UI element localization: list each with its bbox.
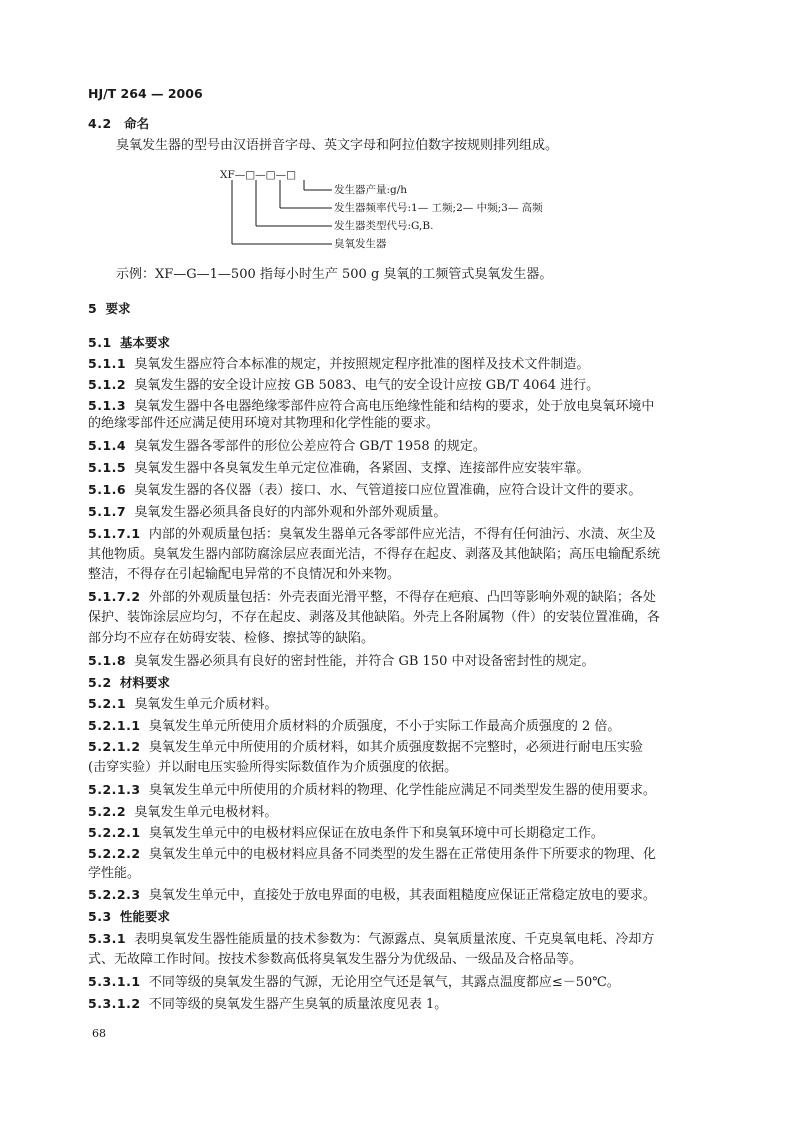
section-title: 命名 xyxy=(124,116,150,131)
clause-number: 5.2.1.2 xyxy=(88,739,141,754)
clause-text: 臭氧发生单元中所使用的介质材料，如其介质强度数据不完整时，必须进行耐电压实验 xyxy=(148,740,643,755)
clause-number: 5.2.2.2 xyxy=(88,846,141,861)
clause-line xyxy=(88,995,447,1014)
clause-text: 式、无故障工作时间。按技术参数高低将臭氧发生器分为优级品、一级品及合格品等。 xyxy=(88,952,583,967)
clause-text: 臭氧发生器中各臭氧发生单元定位准确，各紧固、支撑、连接部件应安装牢靠。 xyxy=(134,461,590,476)
clause-number: 5.3.1 xyxy=(88,931,127,946)
naming-intro: 臭氧发生器的型号由汉语拼音字母、英文字母和阿拉伯数字按规则排列组成。 xyxy=(116,138,559,153)
clause-text: 内部的外观质量包括：臭氧发生器单元各零部件应光洁，不得有任何油污、水渍、灰尘及 xyxy=(148,527,656,542)
clause-text: 臭氧发生单元中所使用的介质材料的物理、化学性能应满足不同类型发生器的使用要求。 xyxy=(148,783,656,798)
clause-line xyxy=(88,865,140,883)
clause-line xyxy=(88,459,589,478)
naming-example: 示例：XF—G—1—500 指每小时生产 500 g 臭氧的工频管式臭氧发生器。 xyxy=(116,267,553,282)
clause-number: 5.1.7.1 xyxy=(88,526,141,541)
clause-line xyxy=(88,930,654,949)
document-header: HJ/T 264 — 2006 xyxy=(88,86,203,101)
clause-text: 整洁，不得存在引起输配电异常的不良情况和外来物。 xyxy=(88,567,401,582)
clause-line xyxy=(88,397,654,416)
clause-line xyxy=(88,355,589,374)
section-heading xyxy=(88,300,130,319)
clause-number: 5.1.6 xyxy=(88,482,127,497)
clause-number: 5.1 xyxy=(88,335,112,350)
clause-line xyxy=(88,803,277,822)
clause-text: 不同等级的臭氧发生器的气源，无论用空气还是氧气，其露点温度都应≤－50℃。 xyxy=(148,975,620,990)
clause-number: 5.2.1.3 xyxy=(88,782,141,797)
clause-text: 保护、装饰涂层应均匀，不存在起皮、剥落及其他缺陷。外壳上各附属物（件）的安装位置准确，各 xyxy=(88,610,661,625)
clause-text: 学性能。 xyxy=(88,866,141,881)
label-frequency: 发生器频率代号:1— 工频;2— 中频;3— 高频 xyxy=(334,202,543,214)
clause-line xyxy=(88,951,582,969)
section-title: 基本要求 xyxy=(119,335,170,350)
clause-line xyxy=(88,415,439,433)
section-number: 4.2 xyxy=(88,116,112,131)
clause-number: 5.1.8 xyxy=(88,653,127,668)
clause-line xyxy=(88,824,604,843)
clause-number: 5.1.2 xyxy=(88,377,127,392)
clause-text: 臭氧发生单元中的电极材料应具备不同类型的发生器在正常使用条件下所要求的物理、化 xyxy=(148,847,656,862)
clause-text: 臭氧发生单元中的电极材料应保证在放电条件下和臭氧环境中可长期稳定工作。 xyxy=(148,826,604,841)
clause-line xyxy=(88,609,660,627)
clause-text: 不同等级的臭氧发生器产生臭氧的质量浓度见表 1。 xyxy=(148,997,448,1012)
clause-number: 5.1.1 xyxy=(88,356,127,371)
clause-number: 5.2.1 xyxy=(88,696,127,711)
clause-number: 5.2.2.1 xyxy=(88,825,141,840)
label-generator: 臭氧发生器 xyxy=(334,238,387,250)
clause-number: 5 xyxy=(88,301,98,316)
clause-line xyxy=(88,738,643,757)
clause-number: 5.2.2 xyxy=(88,804,127,819)
clause-text: 外部的外观质量包括：外壳表面光滑平整，不得存在疤痕、凸凹等影响外观的缺陷；各处 xyxy=(148,590,656,605)
clause-number: 5.3.1.1 xyxy=(88,974,141,989)
clause-line xyxy=(88,588,656,607)
clause-line xyxy=(88,717,620,736)
clause-line xyxy=(88,546,660,564)
clause-line xyxy=(88,973,620,992)
section-heading xyxy=(88,908,170,927)
section-title: 要求 xyxy=(105,301,131,316)
clause-number: 5.1.7 xyxy=(88,504,127,519)
model-code: XF—□—□—□ xyxy=(220,169,297,181)
clause-number: 5.3 xyxy=(88,909,112,924)
clause-number: 5.1.5 xyxy=(88,460,127,475)
clause-text: 臭氧发生单元介质材料。 xyxy=(134,697,278,712)
clause-line xyxy=(88,525,656,544)
clause-number: 5.2.1.1 xyxy=(88,718,141,733)
clause-text: 的绝缘零部件还应满足使用环境对其物理和化学性能的要求。 xyxy=(88,416,440,431)
label-output: 发生器产量:g/h xyxy=(334,184,408,196)
clause-text: 臭氧发生器应符合本标准的规定，并按照规定程序批准的图样及技术文件制造。 xyxy=(134,357,590,372)
clause-text: 臭氧发生器的安全设计应按 GB 5083、电气的安全设计应按 GB/T 4064 进行。 xyxy=(134,378,600,393)
clause-text: 其他物质。臭氧发生器内部防腐涂层应表面光洁，不得存在起皮、剥落及其他缺陷；高压电输配系统 xyxy=(88,547,661,562)
clause-number: 5.3.1.2 xyxy=(88,996,141,1011)
clause-line xyxy=(88,695,277,714)
clause-line xyxy=(88,566,400,584)
clause-line xyxy=(88,630,374,648)
clause-text: 臭氧发生器必须具有良好的密封性能，并符合 GB 150 中对设备密封性的规定。 xyxy=(134,654,595,669)
clause-text: 臭氧发生单元电极材料。 xyxy=(134,805,278,820)
clause-text: 臭氧发生器的各仪器（表）接口、水、气管道接口应位置准确，应符合设计文件的要求。 xyxy=(134,483,642,498)
clause-text: 部分均不应存在妨碍安装、检修、擦拭等的缺陷。 xyxy=(88,631,375,646)
clause-number: 5.1.3 xyxy=(88,398,127,413)
section-heading xyxy=(88,334,170,353)
clause-line xyxy=(88,503,446,522)
clause-text: (击穿实验）并以耐电压实验所得实际数值作为介质强度的依据。 xyxy=(88,760,458,775)
clause-number: 5.1.7.2 xyxy=(88,589,141,604)
label-type: 发生器类型代号:G,B. xyxy=(334,220,434,232)
clause-text: 表明臭氧发生器性能质量的技术参数为：气源露点、臭氧质量浓度、千克臭氧电耗、冷却方 xyxy=(134,932,655,947)
clause-line xyxy=(88,781,656,800)
clause-number: 5.2.2.3 xyxy=(88,887,141,902)
section-title: 性能要求 xyxy=(119,909,170,924)
clause-text: 臭氧发生单元中，直接处于放电界面的电极，其表面粗糙度应保证正常稳定放电的要求。 xyxy=(148,888,656,903)
section-4-2-heading xyxy=(88,115,149,134)
model-naming-diagram xyxy=(220,168,600,254)
clause-line xyxy=(88,759,457,777)
clause-line xyxy=(88,652,595,671)
clause-text: 臭氧发生单元所使用介质材料的介质强度，不小于实际工作最高介质强度的 2 倍。 xyxy=(148,719,621,734)
clause-line xyxy=(88,481,641,500)
clause-line xyxy=(88,437,486,456)
clause-number: 5.2 xyxy=(88,675,112,690)
page-number: 68 xyxy=(92,1027,106,1040)
clause-number: 5.1.4 xyxy=(88,438,127,453)
clause-text: 臭氧发生器必须具备良好的内部外观和外部外观质量。 xyxy=(134,505,447,520)
clause-line xyxy=(88,376,599,395)
clause-text: 臭氧发生器中各电器绝缘零部件应符合高电压绝缘性能和结构的要求，处于放电臭氧环境中 xyxy=(134,399,655,414)
clause-line xyxy=(88,845,656,864)
section-title: 材料要求 xyxy=(119,675,170,690)
section-heading xyxy=(88,674,170,693)
clause-line xyxy=(88,886,656,905)
clause-text: 臭氧发生器各零部件的形位公差应符合 GB/T 1958 的规定。 xyxy=(134,439,486,454)
